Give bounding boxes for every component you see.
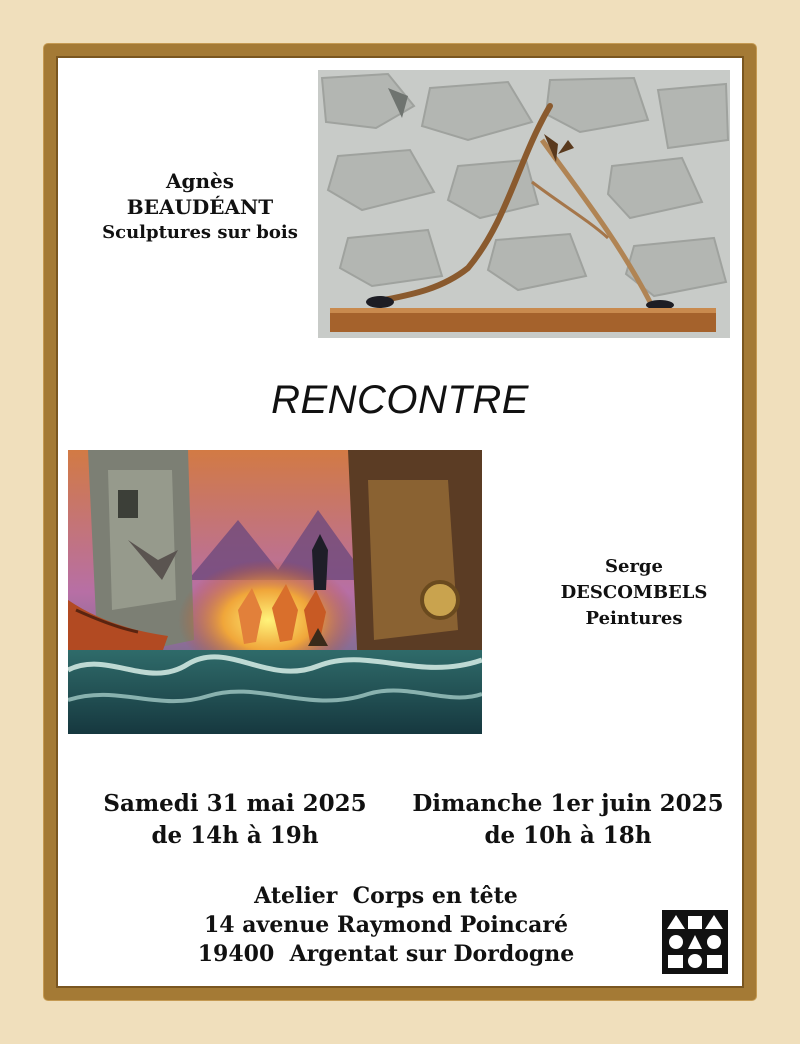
painting-image	[68, 450, 482, 734]
artist1-discipline: Sculptures sur bois	[102, 222, 298, 243]
poster-content	[56, 56, 744, 988]
day1-hours: de 14h à 19h	[151, 822, 319, 849]
painting-photo	[68, 450, 482, 734]
date-sunday-block	[392, 788, 744, 852]
artist1-last-name: BEAUDÉANT	[126, 195, 274, 219]
artist2-first-name: Serge	[605, 556, 663, 577]
venue-city: 19400 Argentat sur Dordogne	[197, 941, 575, 967]
artist2-discipline: Peintures	[585, 608, 683, 629]
poster-frame	[44, 44, 756, 1000]
venue-name: Atelier Corps en tête	[254, 883, 518, 909]
poster-title: RENCONTRE	[271, 378, 529, 422]
date-saturday-block	[76, 788, 394, 852]
sculpture-photo	[318, 70, 730, 338]
artist-sculptor-block	[80, 168, 320, 246]
sculpture-image	[318, 70, 730, 338]
artist-painter-block	[524, 554, 744, 632]
day2-hours: de 10h à 18h	[484, 822, 652, 849]
day2-date: Dimanche 1er juin 2025	[412, 790, 724, 817]
artist1-first-name: Agnès	[165, 169, 235, 193]
venue-street: 14 avenue Raymond Poincaré	[204, 912, 568, 938]
day1-date: Samedi 31 mai 2025	[103, 790, 367, 817]
shapes-logo-icon	[662, 910, 728, 974]
venue-address	[176, 882, 596, 969]
artist2-last-name: DESCOMBELS	[560, 582, 708, 603]
